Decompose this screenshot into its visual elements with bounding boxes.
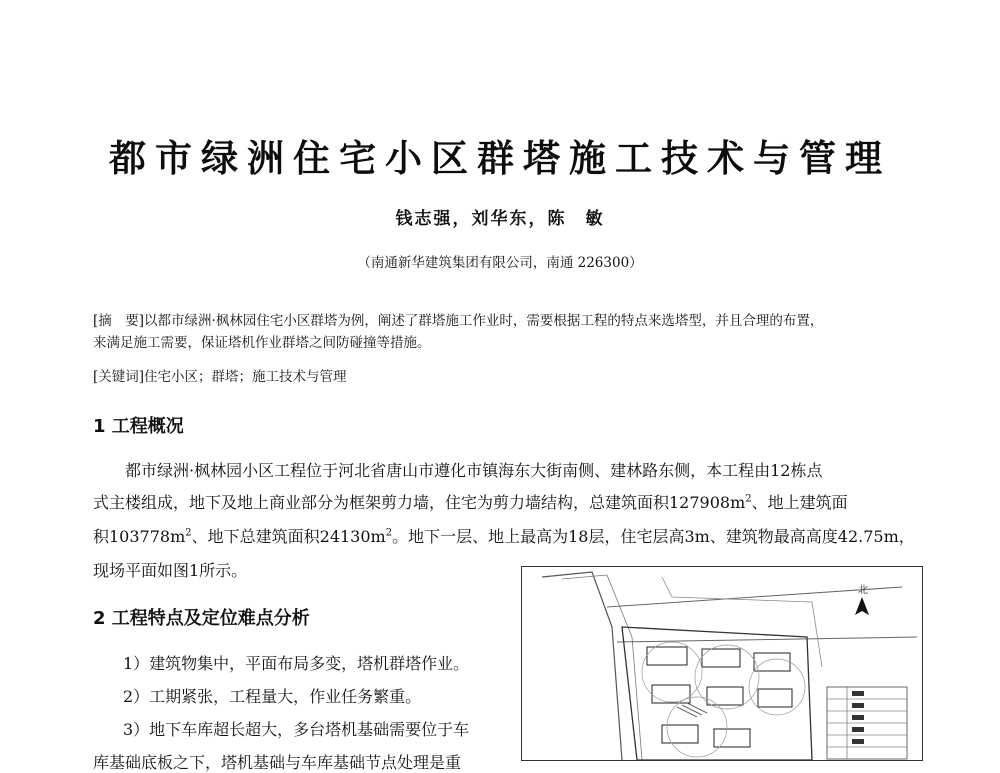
section-1-line-1: 都市绿洲·枫林园小区工程位于河北省唐山市遵化市镇海东大街南侧、建林路东侧，本工程由12栋点 [93, 461, 823, 480]
affiliation: （南通新华建筑集团有限公司，南通 226300） [357, 255, 643, 271]
section-1-line-3a: 积103778m [93, 527, 186, 546]
paper-title: 都市绿洲住宅小区群塔施工技术与管理 [109, 137, 891, 180]
abstract-text-2: 来满足施工需要，保证塔机作业群塔之间防碰撞等措施。 [93, 335, 431, 351]
section-1-line-2a: 式主楼组成，地下及地上商业部分为框架剪力墙，住宅为剪力墙结构，总建筑面积127908m [93, 493, 746, 512]
section-1-heading: 1 工程概况 [93, 416, 184, 437]
authors: 钱志强，刘华东，陈 敏 [395, 209, 605, 229]
superscript: 2 [745, 493, 752, 505]
list-item: 3）地下车库超长超大，多台塔机基础需要位于车 [123, 720, 470, 739]
keywords-text: 住宅小区；群塔；施工技术与管理 [144, 369, 347, 385]
section-1-line-2 [93, 490, 848, 513]
section-1-line-4: 现场平面如图1所示。 [93, 561, 248, 580]
list-item: 2）工期紧张，工程量大，作业任务繁重。 [123, 687, 422, 706]
section-2-heading: 2 工程特点及定位难点分析 [93, 608, 310, 629]
keywords [93, 366, 913, 388]
superscript: 2 [385, 527, 393, 539]
section-1-line-3 [93, 524, 915, 547]
list-item: 1）建筑物集中，平面布局多变，塔机群塔作业。 [123, 654, 470, 673]
site-plan-drawing [522, 567, 922, 760]
abstract-tag: [摘 要] [93, 313, 145, 329]
north-label: 北 [858, 585, 868, 596]
abstract [93, 310, 913, 354]
north-arrow-icon [855, 597, 869, 615]
section-1-line-3b: 、地下总建筑面积24130m [191, 527, 386, 546]
abstract-text-1: 以都市绿洲·枫林园住宅小区群塔为例，阐述了群塔施工作业时，需要根据工程的特点来选塔型，并且合理的布置， [144, 313, 824, 329]
keywords-tag: [关键词] [93, 369, 145, 385]
section-1-line-2b: 、地上建筑面 [751, 493, 848, 512]
site-plan-figure [521, 566, 923, 761]
superscript: 2 [185, 527, 192, 539]
section-1-line-3c: 。地下一层、地上最高为18层，住宅层高3m、建筑物最高高度42.75m， [392, 527, 915, 546]
list-item: 库基础底板之下，塔机基础与车库基础节点处理是重 [93, 753, 462, 772]
